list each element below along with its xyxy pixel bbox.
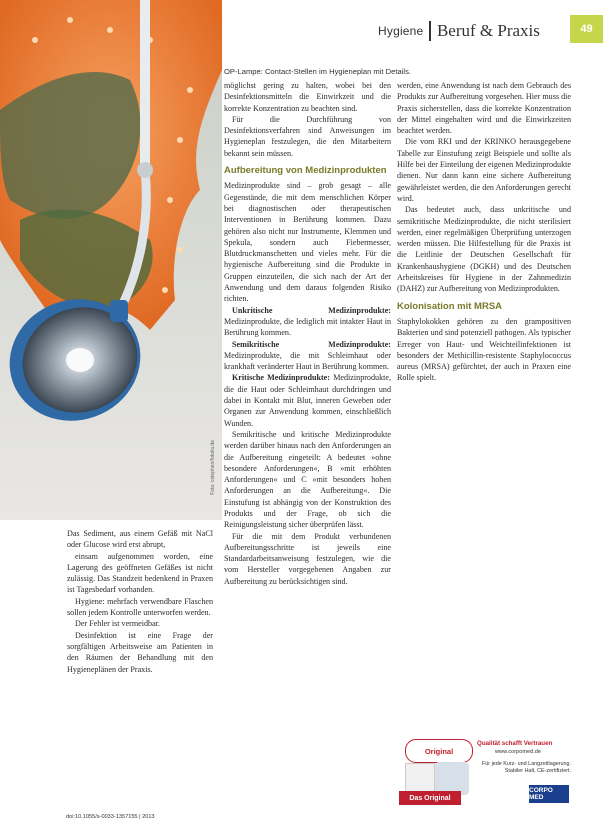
lamp-illustration bbox=[0, 0, 222, 520]
paragraph: werden, eine Anwendung ist nach dem Gebrauch des Produkts zur Aufbereitung vorgesehen. Hier muss die Praxis sicherstellen, dass die korrekte Konzentration der Mittel eingehalten wird und die Einwirkzeiten beachtet werden. bbox=[397, 81, 571, 136]
term-label: Unkritische Medizinprodukte: bbox=[232, 305, 391, 315]
paragraph: Das bedeutet auch, dass unkritische und semikritische Medizinprodukte, die nicht sterilisiert werden, einer regelmäßigen Überprüfung unterzogen werden müssen. Die Hilfestellung für die Praxis ist die Leitlinie der Deutschen Gesellschaft für Krankenhaushygiene (DGKH) und des Deutschen Arbeitskreises für Hygiene in der Zahnmedizin (DAHZ) zur Aufbereitung von Medizinprodukten. bbox=[397, 205, 571, 294]
paragraph: Für die Durchführung von Desinfektionsverfahren sind Anweisungen im Hygieneplan festzulegen, die den Mitarbeitern bekannt sein müssen. bbox=[224, 114, 391, 158]
paragraph: Das Sediment, aus einem Gefäß mit NaCl oder Glucose wird erst abrupt, bbox=[67, 529, 213, 550]
term-definition: Medizinprodukte, die lediglich mit intakter Haut in Berührung kommen. bbox=[224, 316, 391, 338]
paragraph: Semikritische und kritische Medizinprodukte werden darüber hinaus nach den Anforderungen an die Aufbereitung eingeteilt: A bedeutet »ohne besondere Anforderungen«, B »mit erhöhten Anforderungen« und C »mit besonders hohen Anforderungen an die Aufbereitung«. Die Einstufung ist abhängig von der Konstruktion des Produkts und der Frage, ob sich die Reinigungsleistung sicher überprüfen lässt. bbox=[224, 429, 391, 530]
advertisement[interactable] bbox=[397, 735, 575, 805]
paragraph: Staphylokokken gehören zu den grampositiven Bakterien und sind potenziell pathogen. Als typischer Erreger von Haut- und Weichteilinfektionen ist besonders der Methicillin-resistente Staphylococcus aureus (MRSA) gefürchtet, der auch in Praxen eine Rolle spielt. bbox=[397, 316, 571, 383]
surgical-lamp-photo bbox=[0, 0, 222, 520]
ad-body-text: Für jede Kurz- und Langzeitlagerung. Stabiler Halt, CE-zertifiziert. bbox=[481, 761, 571, 774]
ad-badge: Das Original bbox=[399, 791, 461, 805]
header-divider bbox=[429, 21, 431, 41]
header-section: Hygiene bbox=[378, 24, 424, 38]
paragraph: Der Fehler ist vermeidbar. bbox=[75, 619, 160, 629]
header-topic: Beruf & Praxis bbox=[436, 21, 540, 40]
page-header bbox=[378, 20, 540, 42]
photo-caption: OP-Lampe: Contact-Stellen im Hygieneplan mit Details. bbox=[224, 67, 411, 76]
paragraph: Für die mit dem Produkt verbundenen Aufbereitungsschritte ist jeweils eine Standardarbeitsanweisung festzulegen, wie die vom Hersteller vorgegebenen Angaben zur Aufbereitung zu berücksichtigen sind. bbox=[224, 531, 391, 586]
paragraph: Desinfektion ist eine Frage der sorgfältigen Arbeitsweise am Patienten in den Räumen der Behandlung mit den Hygieneplänen der Praxis. bbox=[67, 630, 213, 674]
term-label: Semikritische Medizinprodukte: bbox=[232, 339, 391, 349]
term-label: Kritische Medizinprodukte: bbox=[232, 373, 330, 383]
ad-url-link[interactable]: www.corpomed.de bbox=[495, 749, 542, 755]
section-heading: Aufbereitung von Medizinprodukten bbox=[224, 165, 387, 177]
right-text-column bbox=[397, 80, 571, 384]
paragraph: einsam aufgenommen worden, eine Lagerung des geöffneten Gefäßes ist nicht zulässig. Das Standzeit bedenkend in Praxen ist Tagesbedarf vorhanden. bbox=[67, 551, 213, 595]
paragraph: möglichst gering zu halten, wobei bei den Desinfektionsmitteln die Einwirkzeit und die korrekte Konzentration zu beachten sind. bbox=[224, 81, 391, 113]
middle-text-column bbox=[224, 80, 391, 587]
ad-headline: Qualität schafft Vertrauen bbox=[477, 740, 553, 747]
term-definition: Medizinprodukte, die die Haut oder Schleimhaut durchdringen und dabei in Kontakt mit Blut, inneren Geweben oder Organen zur Anwendung kommen, einschließlich Wunden. bbox=[224, 373, 391, 428]
section-heading: Kolonisation mit MRSA bbox=[397, 300, 503, 312]
photo-credit: Foto: cstephen/fotolia.de bbox=[210, 440, 216, 495]
paragraph: Die vom RKI und der KRINKO herausgegebene Tabelle zur Einstufung zeigt Beispiele und sollte als Hilfe bei der Einteilung der eigenen Medizinprodukte dienen. Nur dann kann eine sichere Aufbereitung gewährleistet werden, die den Anforderungen gerecht wird. bbox=[397, 137, 571, 203]
paragraph: Hygiene: mehrfach verwendbare Flaschen sollen jedem Kontrolle unterworfen werden. bbox=[67, 596, 213, 618]
term-definition: Medizinprodukte, die mit Schleimhaut oder krankhaft veränderter Haut in Berührung kommen. bbox=[224, 350, 391, 372]
ad-brand-logo: CORPO MED bbox=[529, 785, 569, 803]
paragraph: Medizinprodukte sind – grob gesagt – alle Gegenstände, die mit dem menschlichen Körper bei diagnostischen oder therapeutischen Interventionen in Berührung kommen. Dazu gehören also nicht nur Instrumente, Klemmen und Spekula, sondern auch Fiebermesser, Blutdruckmanschetten und vieles mehr. Für die hygienische Aufbereitung sind die Produkte in Gruppen einzuteilen, die sich nach der Art der Anwendung und dem daraus folgenden Risiko richten. bbox=[224, 181, 391, 304]
page-footer: doi:10.1055/s-0033-1357155 | 2013 bbox=[66, 814, 155, 820]
ad-logo: Original bbox=[405, 739, 473, 763]
left-text-column bbox=[67, 528, 213, 675]
page-number: 49 bbox=[570, 15, 603, 43]
